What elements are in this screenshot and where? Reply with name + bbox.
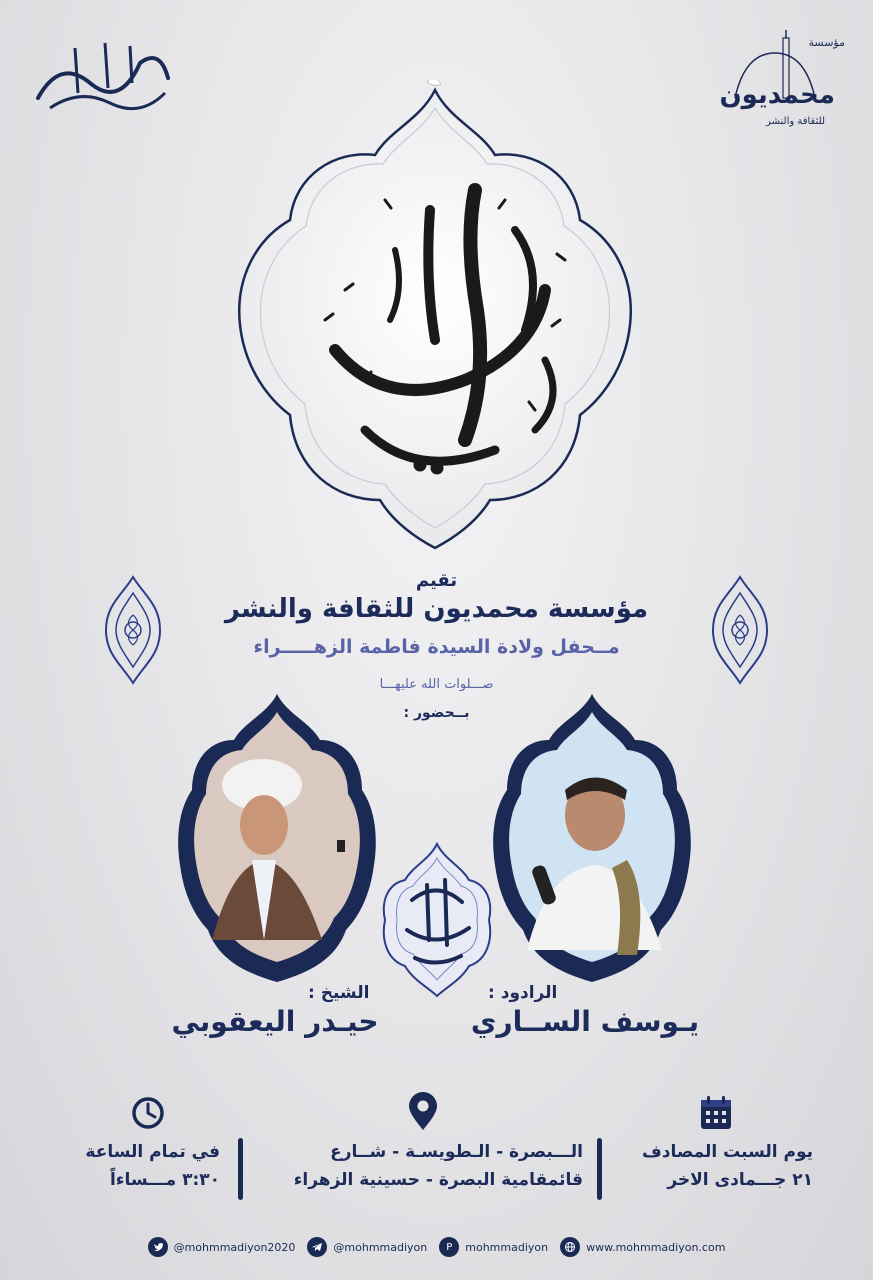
fatima-calligraphy-arch bbox=[215, 80, 655, 550]
logo-top-word: مؤسسة bbox=[808, 36, 845, 49]
telegram-handle[interactable] bbox=[307, 1237, 427, 1257]
logo-main-word: محمديون bbox=[719, 80, 835, 110]
social-footer bbox=[0, 1234, 873, 1260]
pinterest-text: mohmmadiyon bbox=[465, 1240, 549, 1254]
date-line2: ٢١ جـــمادى الاخر bbox=[667, 1170, 813, 1190]
location-line2: قائمقامية البصرة - حسينية الزهراء bbox=[293, 1170, 583, 1190]
website-text: www.mohmmadiyon.com bbox=[586, 1240, 726, 1254]
twitter-text: @mohmmadiyon2020 bbox=[173, 1240, 296, 1254]
twitter-icon bbox=[148, 1237, 168, 1257]
logo-sub-word: للثقافة والنشر bbox=[766, 116, 825, 127]
organization-logo bbox=[715, 28, 845, 138]
telegram-text: @mohmmadiyon bbox=[333, 1240, 428, 1254]
time-info bbox=[85, 1138, 220, 1194]
sheikh-name: حيـدر اليعقوبي bbox=[171, 1005, 379, 1038]
blessing-text: صـــلوات الله عليهـــا bbox=[379, 677, 494, 692]
event-title: مــحفل ولادة السيدة فاطمة الزهـــــراء bbox=[253, 636, 620, 658]
date-info bbox=[642, 1138, 813, 1194]
salawat-calligraphy-logo bbox=[30, 38, 175, 118]
time-line2: ٣:٣٠ مـــساءاً bbox=[109, 1170, 220, 1190]
sheikh-role-label: الشيخ : bbox=[308, 983, 370, 1003]
organization-title: مؤسسة محمديون للثقافة والنشر bbox=[224, 594, 649, 624]
radood-name: يـوسف الســاري bbox=[470, 1005, 700, 1038]
date-line1: يوم السبت المصادف bbox=[642, 1142, 813, 1162]
info-divider bbox=[597, 1138, 602, 1200]
location-line1: الـــبصرة - الـطويسـة - شــارع bbox=[330, 1142, 583, 1162]
location-info bbox=[294, 1138, 583, 1194]
sheikh-portrait-frame bbox=[172, 690, 382, 985]
center-calligraphy-emblem bbox=[377, 840, 497, 1000]
clock-icon bbox=[130, 1094, 166, 1132]
presents-label: تقيم bbox=[415, 570, 458, 591]
website-link[interactable] bbox=[560, 1237, 725, 1257]
radood-portrait-frame bbox=[487, 690, 697, 985]
attendance-label: بــحضور : bbox=[403, 705, 470, 721]
location-pin-icon bbox=[405, 1092, 441, 1130]
time-line1: في تمام الساعة bbox=[85, 1142, 220, 1162]
info-divider bbox=[238, 1138, 243, 1200]
radood-role-label: الرادود : bbox=[488, 983, 558, 1003]
globe-icon bbox=[560, 1237, 580, 1257]
pinterest-icon: P bbox=[439, 1237, 459, 1257]
arabesque-ornament-left bbox=[102, 575, 164, 685]
pinterest-handle[interactable] bbox=[439, 1237, 548, 1257]
calendar-icon bbox=[698, 1094, 734, 1132]
telegram-icon bbox=[307, 1237, 327, 1257]
arabesque-ornament-right bbox=[709, 575, 771, 685]
twitter-handle[interactable] bbox=[148, 1237, 296, 1257]
